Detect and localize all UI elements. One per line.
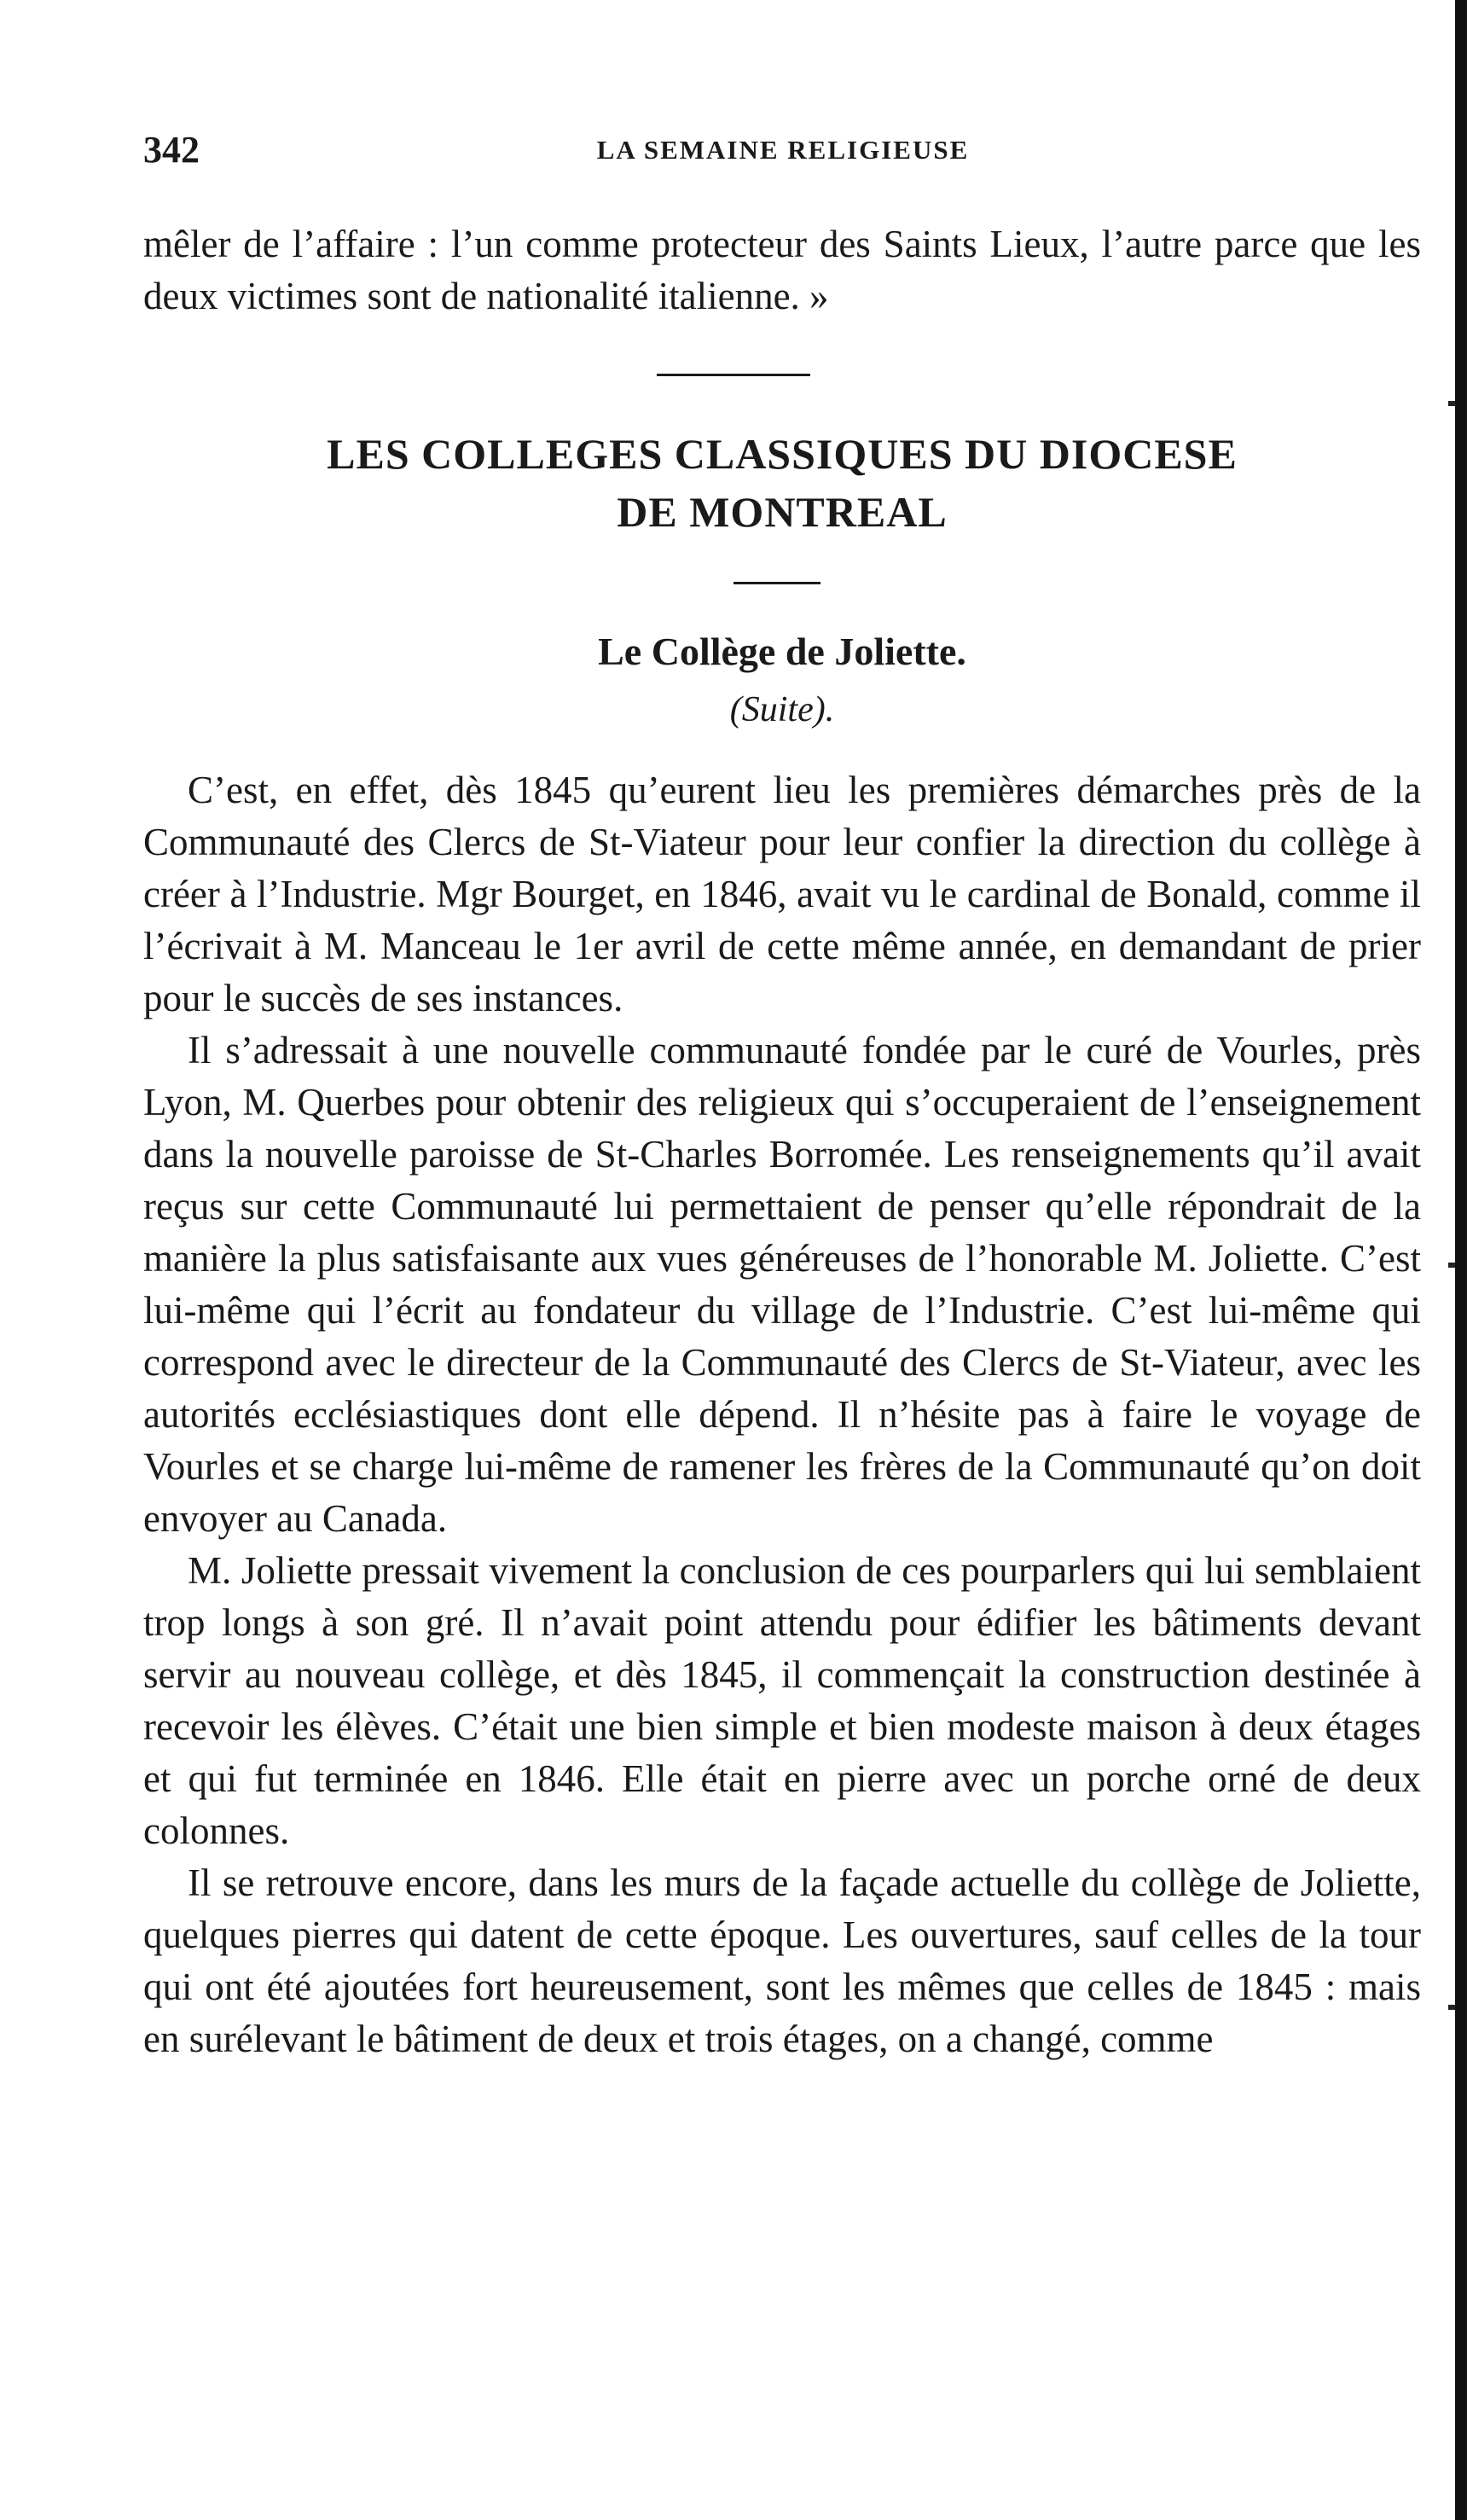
continuation-note: (Suite). xyxy=(729,690,835,729)
page-header xyxy=(143,128,1423,179)
article-body xyxy=(143,764,1421,2065)
scan-speck xyxy=(1448,2005,1455,2010)
article-paragraph: C’est, en effet, dès 1845 qu’eurent lieu les premières démarches près de la Communauté des Clercs de St-Viateur pour leur confier la direction du collège à créer à l’Industrie. Mgr Bourget, en 1846, avait vu le cardinal de Bonald, comme il l’écrivait à M. Manceau le 1er avril de cette même année, en demandant de prier pour le succès de ses instances. xyxy=(143,769,1421,1019)
page-number: 342 xyxy=(143,129,200,171)
article-paragraph: Il se retrouve encore, dans les murs de la façade actuelle du collège de Joliette, quelques pierres qui datent de cette époque. Les ouvertures, sauf celles de la tour qui ont été ajoutées fort heureusement, sont les mêmes que celles de 1845 : mais en surélevant le bâtiment de deux et trois étages, on a changé, comme xyxy=(143,1861,1421,2060)
scan-edge-shadow xyxy=(1455,0,1467,2520)
article-subtitle: Le Collège de Joliette. xyxy=(598,630,966,673)
article-paragraph: M. Joliette pressait vivement la conclusion de ces pourparlers qui lui semblaient trop longs à son gré. Il n’avait point attendu pour édifier les bâtiments devant servir au nouveau collège, et dès 1845, il commençait la construction destinée à recevoir les élèves. C’était une bien simple et bien modeste maison à deux étages et qui fut terminée en 1846. Elle était en pierre avec un porche orné de deux colonnes. xyxy=(143,1549,1421,1852)
intro-paragraph-block xyxy=(143,218,1421,322)
section-divider xyxy=(657,374,810,376)
article-title-line1: LES COLLEGES CLASSIQUES DU DIOCESE xyxy=(327,430,1238,478)
scan-speck xyxy=(1448,401,1455,406)
intro-paragraph: mêler de l’affaire : l’un comme protecteur des Saints Lieux, l’autre parce que les deux victimes sont de nationalité italienne. » xyxy=(143,223,1421,317)
running-head: LA SEMAINE RELIGIEUSE xyxy=(596,135,970,165)
article-title-line2: DE MONTREAL xyxy=(617,488,948,536)
title-divider xyxy=(734,582,820,584)
scan-speck xyxy=(1448,1263,1455,1268)
article-paragraph: Il s’adressait à une nouvelle communauté fondée par le curé de Vourles, près Lyon, M. Querbes pour obtenir des religieux qui s’occuperaient de l’enseignement dans la nouvelle paroisse de St-Charles Borromée. Les renseignements qu’il avait reçus sur cette Communauté lui permettaient de penser qu’elle répondrait de la manière la plus satisfaisante aux vues généreuses de l’honorable M. Joliette. C’est lui-même qui l’écrit au fondateur du village de l’Industrie. C’est lui-même qui correspond avec le directeur de la Communauté des Clercs de St-Viateur, avec les autorités ecclésiastiques dont elle dépend. Il n’hésite pas à faire le voyage de Vourles et se charge lui-même de ramener les frères de la Communauté qu’on doit envoyer au Canada. xyxy=(143,1029,1421,1540)
